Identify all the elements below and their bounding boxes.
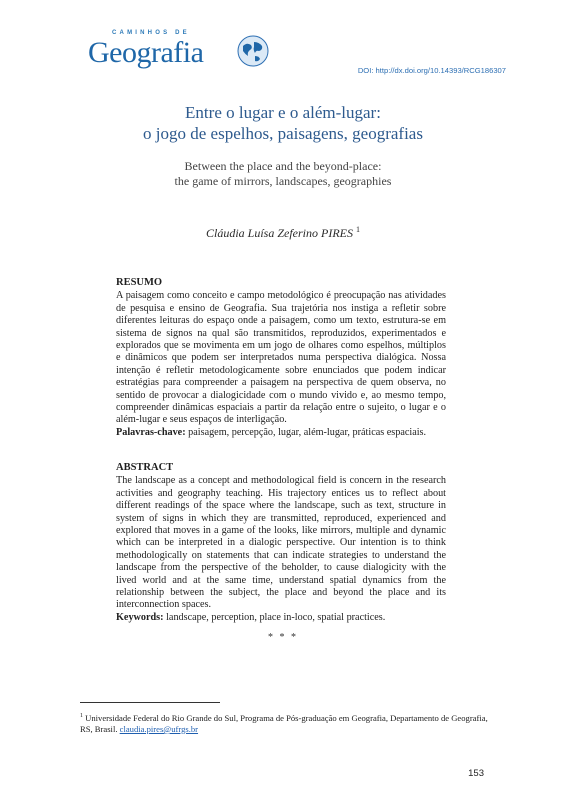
abstract-keywords (116, 612, 446, 624)
abstract-keywords-label: Keywords: (116, 611, 164, 623)
article-subtitle (0, 159, 566, 189)
abstract-text: The landscape as a concept and methodological field is concern in the research activities and geography teaching. His trajectory entices us to reflect about different readings of the space where the landscape, such as text, structure in system of signs in which they are transmitted, reproduced, experienced and explored that moves in a game of the looks, like mirrors, multiple and dynamic which can be interpreted in a dialogic perspective. Our intention is to think methodologically on statements that can indicate strategies to understand the landscape from the perspective of the beholder, to cause dialogicity with the lived world and at the same time, understand spatial dynamics from the relationship between the subject, the place and beyond the place and its interconnection spaces. (116, 475, 446, 611)
author-footnote-mark[interactable]: 1 (356, 225, 360, 234)
globe-icon (236, 34, 270, 68)
logo-tagline: CAMINHOS DE (112, 30, 190, 36)
author-email-link[interactable]: claudia.pires@ufrgs.br (119, 723, 199, 734)
resumo-heading: RESUMO (116, 277, 163, 288)
abstract-keywords-list: landscape, perception, place in-loco, spatial practices. (166, 611, 386, 623)
author (0, 225, 566, 241)
page-number: 153 (468, 768, 484, 779)
journal-logo (88, 30, 268, 80)
resumo-keywords-list: paisagem, percepção, lugar, além-lugar, práticas espaciais. (188, 426, 427, 438)
logo-wordmark: Geografia (88, 36, 204, 69)
resumo-keywords (116, 427, 446, 439)
footnote-mark: 1 (80, 713, 83, 719)
title-line-1: Entre o lugar e o além-lugar: (185, 103, 381, 122)
author-name: Cláudia Luísa Zeferino PIRES (206, 226, 353, 240)
section-separator: * * * (268, 632, 298, 643)
abstract-heading: ABSTRACT (116, 462, 174, 473)
subtitle-line-2: the game of mirrors, landscapes, geographies (174, 174, 392, 188)
resumo-keywords-label: Palavras-chave: (116, 426, 186, 438)
footnote (80, 711, 490, 735)
subtitle-line-1: Between the place and the beyond-place: (184, 159, 382, 173)
article-title (0, 102, 566, 144)
resumo-text: A paisagem como conceito e campo metodológico é preocupação nas atividades de pesquisa e ensino de Geografia. Sua trajetória nos instiga a refletir sobre diferentes leituras do espaço onde a paisagem, como um texto, estrutura-se em sistema de signos na qual são transmitidos, reproduzidos, experimentados e explorados que se movimenta em um jogo de olhares como espelhos, múltiplos e dinâmicos que podem ser interpretados numa perspectiva dialógica. Nossa intenção é refletir metodologicamente sobre enunciados que podem indicar estratégias para compreender a paisagem na perspectiva de quem observa, no sentido de provocar a dialogicidade com o mundo vivido e, ao mesmo tempo, compreender dinâmicas espaciais a partir da relação entre o sujeito, o lugar e o além-lugar e seus espaços de interligação. (116, 290, 446, 426)
footnote-text: Universidade Federal do Rio Grande do Sul, Programa de Pós-graduação em Geografia, Departamento de Geografia, RS, Brasil. (80, 712, 488, 734)
resumo-section (116, 277, 446, 439)
doi-link[interactable]: DOI: http://dx.doi.org/10.14393/RCG186307 (357, 66, 506, 75)
title-line-2: o jogo de espelhos, paisagens, geografias (143, 124, 423, 143)
footnote-rule (80, 702, 220, 703)
abstract-section (116, 462, 446, 624)
